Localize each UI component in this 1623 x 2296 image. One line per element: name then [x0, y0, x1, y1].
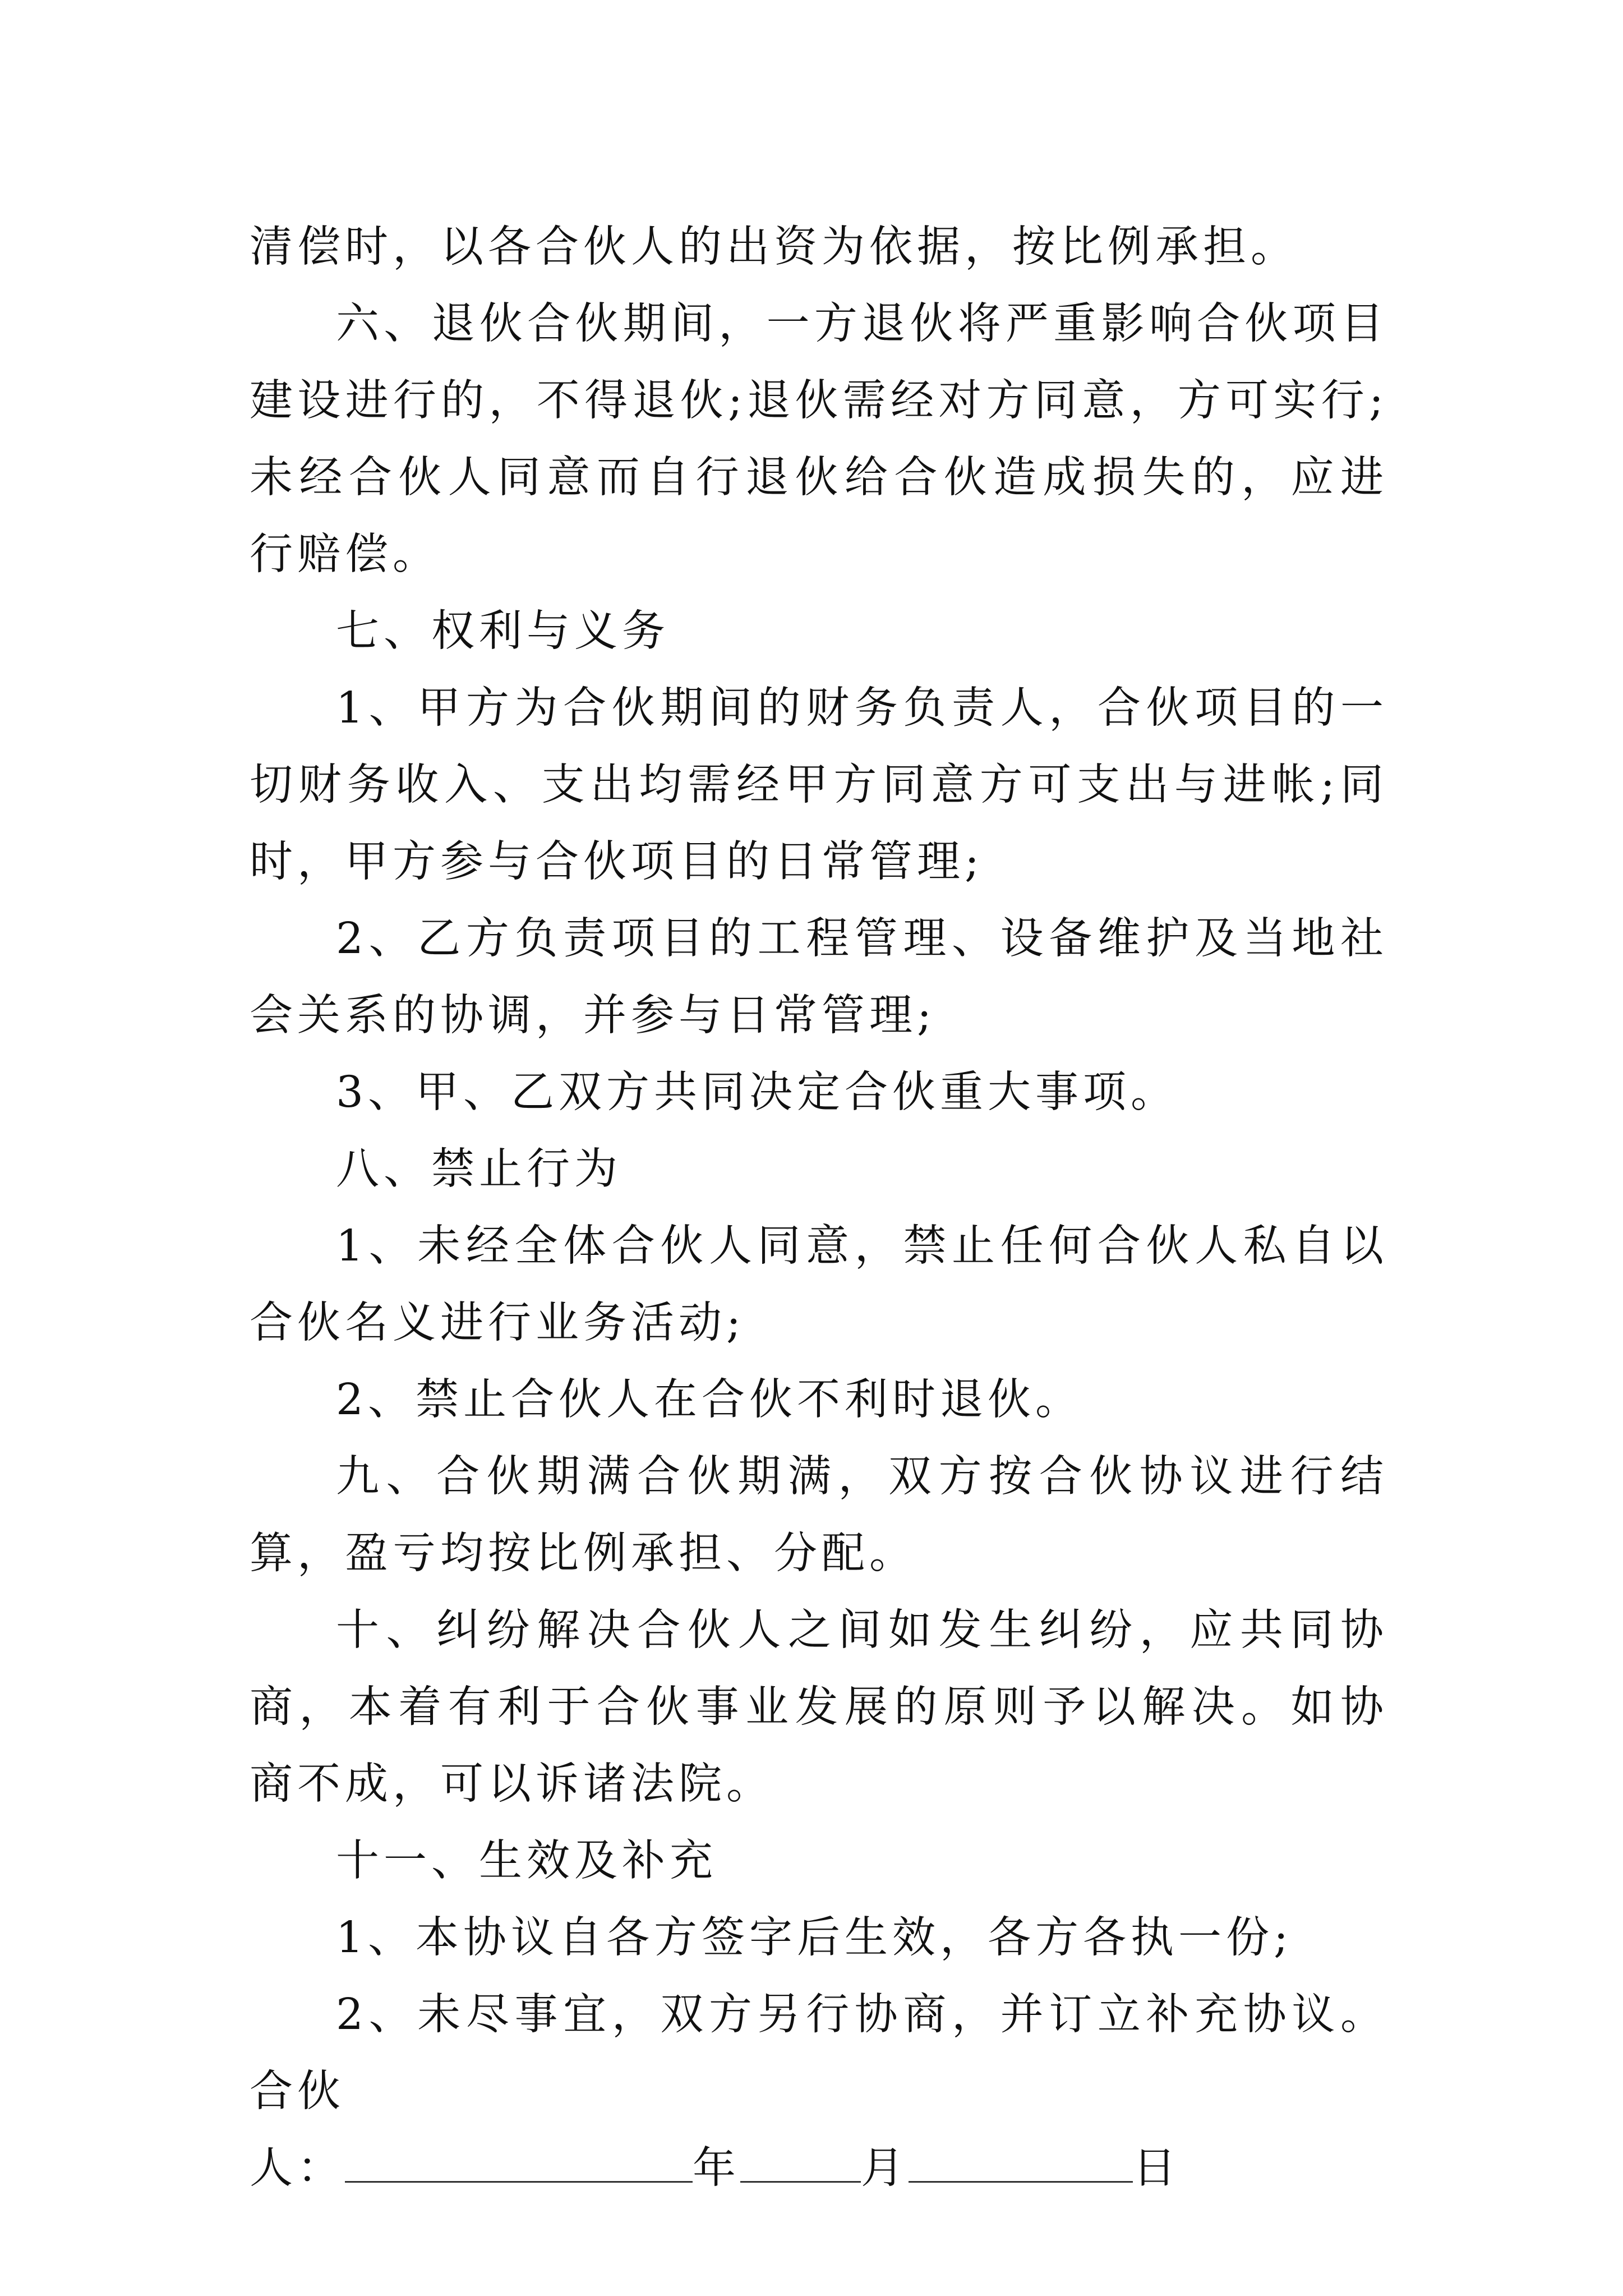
- paragraph-continuation: 清偿时，以各合伙人的出资为依据，按比例承担。: [250, 222, 1298, 272]
- month-label: 月: [861, 2143, 909, 2193]
- partner-name-blank[interactable]: [345, 2147, 693, 2183]
- paragraph-11-1: 1、本协议自各方签字后生效，各方各执一份;: [336, 1913, 1293, 1963]
- signature-line: [250, 2130, 1388, 2207]
- paragraph-section-10-disputes: 十、纠纷解决合伙人之间如发生纠纷，应共同协商，本着有利于合伙事业发展的原则予以解决。如协商不成，可以诉诸法院。: [250, 1605, 1388, 1809]
- document-body: [250, 209, 1388, 2207]
- year-label: 年: [693, 2143, 740, 2193]
- paragraph-8-2: 2、禁止合伙人在合伙不利时退伙。: [336, 1375, 1083, 1425]
- month-blank[interactable]: [740, 2147, 861, 2183]
- paragraph-section-9-expiry: 九、合伙期满合伙期满，双方按合伙协议进行结算，盈亏均按比例承担、分配。: [250, 1452, 1388, 1579]
- paragraph-section-6-withdrawal: 六、退伙合伙期间，一方退伙将严重影响合伙项目建设进行的，不得退伙;退伙需经对方同意，方可实行;未经合伙人同意而自行退伙给合伙造成损失的，应进行赔偿。: [250, 299, 1388, 579]
- partner-label: 人：: [250, 2143, 345, 2193]
- day-label: 日: [1133, 2143, 1181, 2193]
- heading-section-8-prohibited: 八、禁止行为: [336, 1144, 622, 1194]
- day-blank[interactable]: [909, 2147, 1133, 2183]
- heading-section-7-rights: 七、权利与义务: [336, 606, 670, 656]
- paragraph-11-2: 2、未尽事宜，双方另行协商，并订立补充协议。合伙: [250, 1990, 1388, 2116]
- paragraph-7-2: 2、乙方负责项目的工程管理、设备维护及当地社会关系的协调，并参与日常管理;: [250, 914, 1388, 1041]
- paragraph-7-3: 3、甲、乙双方共同决定合伙重大事项。: [336, 1068, 1178, 1117]
- paragraph-8-1: 1、未经全体合伙人同意，禁止任何合伙人私自以合伙名义进行业务活动;: [250, 1221, 1388, 1348]
- paragraph-7-1: 1、甲方为合伙期间的财务负责人，合伙项目的一切财务收入、支出均需经甲方同意方可支出与进帐;同时，甲方参与合伙项目的日常管理;: [250, 683, 1388, 887]
- heading-section-11-effect: 十一、生效及补充: [336, 1836, 717, 1886]
